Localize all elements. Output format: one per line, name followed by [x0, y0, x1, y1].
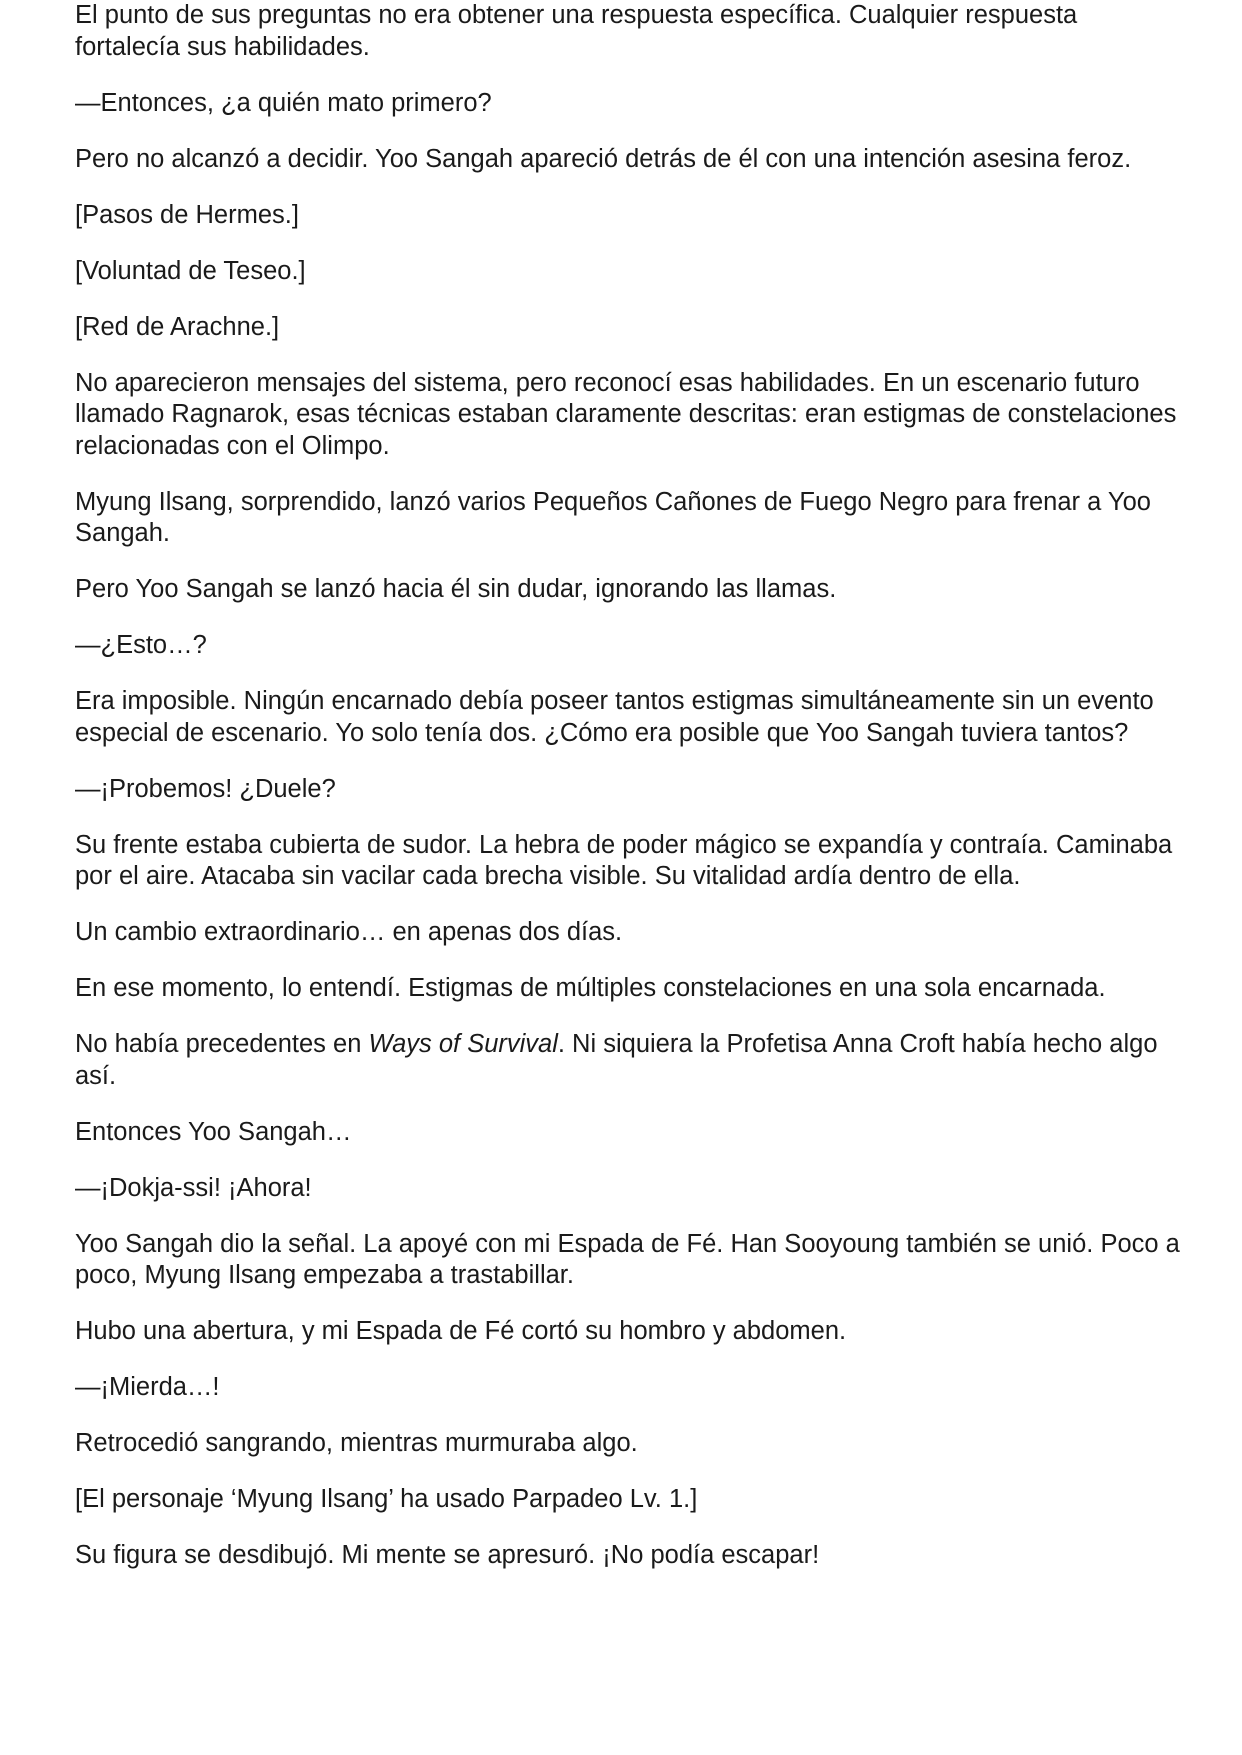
- paragraph: Un cambio extraordinario… en apenas dos días.: [75, 918, 623, 946]
- paragraph: Pero Yoo Sangah se lanzó hacia él sin dudar, ignorando las llamas.: [75, 575, 837, 603]
- dialogue-line: —¿Esto…?: [75, 631, 207, 659]
- paragraph-survival: [75, 1029, 1185, 1092]
- skill-line: [Pasos de Hermes.]: [75, 200, 299, 229]
- paragraph: En ese momento, lo entendí. Estigmas de múltiples constelaciones en una sola encarnada.: [75, 974, 1106, 1002]
- skill-line: [Voluntad de Teseo.]: [75, 256, 306, 285]
- document-page: [75, 0, 1185, 1596]
- paragraph: Yoo Sangah dio la señal. La apoyé con mi Espada de Fé. Han Sooyoung también se unió. Poco a poco, Myung Ilsang empezaba a trastabillar.: [75, 1229, 1180, 1289]
- paragraph: Entonces Yoo Sangah…: [75, 1117, 352, 1146]
- system-message: [El personaje ‘Myung Ilsang’ ha usado Parpadeo Lv. 1.]: [75, 1485, 698, 1513]
- dialogue-line: —¡Probemos! ¿Duele?: [75, 774, 336, 803]
- paragraph: Myung Ilsang, sorprendido, lanzó varios Pequeños Cañones de Fuego Negro para frenar a Yoo Sangah.: [75, 487, 1151, 547]
- paragraph: Pero no alcanzó a decidir. Yoo Sangah apareció detrás de él con una intención asesina feroz.: [75, 144, 1132, 173]
- paragraph: Hubo una abertura, y mi Espada de Fé cortó su hombro y abdomen.: [75, 1317, 847, 1345]
- paragraph: No aparecieron mensajes del sistema, pero reconocí esas habilidades. En un escenario futuro llamado Ragnarok, esas técnicas estaban claramente descritas: eran estigmas de constelaciones relacionadas con el Olimpo.: [75, 368, 1177, 460]
- paragraph: Su frente estaba cubierta de sudor. La hebra de poder mágico se expandía y contraía. Caminaba por el aire. Atacaba sin vacilar cada brecha visible. Su vitalidad ardía dentro de ella.: [75, 830, 1173, 890]
- paragraph: Su figura se desdibujó. Mi mente se apresuró. ¡No podía escapar!: [75, 1541, 820, 1569]
- skill-line: [Red de Arachne.]: [75, 312, 280, 341]
- dialogue-line: —¡Dokja-ssi! ¡Ahora!: [75, 1173, 312, 1202]
- dialogue-line: —¡Mierda…!: [75, 1373, 220, 1401]
- text-segment: . Ni siquiera la Profetisa Anna Croft había hecho algo así.: [75, 1030, 1158, 1090]
- dialogue-line: —Entonces, ¿a quién mato primero?: [75, 88, 492, 117]
- paragraph: Era imposible. Ningún encarnado debía poseer tantos estigmas simultáneamente sin un evento especial de escenario. Yo solo tenía dos. ¿Cómo era posible que Yoo Sangah tuviera tantos?: [75, 687, 1154, 747]
- book-title: Ways of Survival: [368, 1030, 558, 1058]
- paragraph: Retrocedió sangrando, mientras murmuraba algo.: [75, 1429, 638, 1457]
- text-segment: No había precedentes en: [75, 1030, 369, 1058]
- paragraph: El punto de sus preguntas no era obtener una respuesta específica. Cualquier respuesta fortalecía sus habilidades.: [75, 1, 1078, 61]
